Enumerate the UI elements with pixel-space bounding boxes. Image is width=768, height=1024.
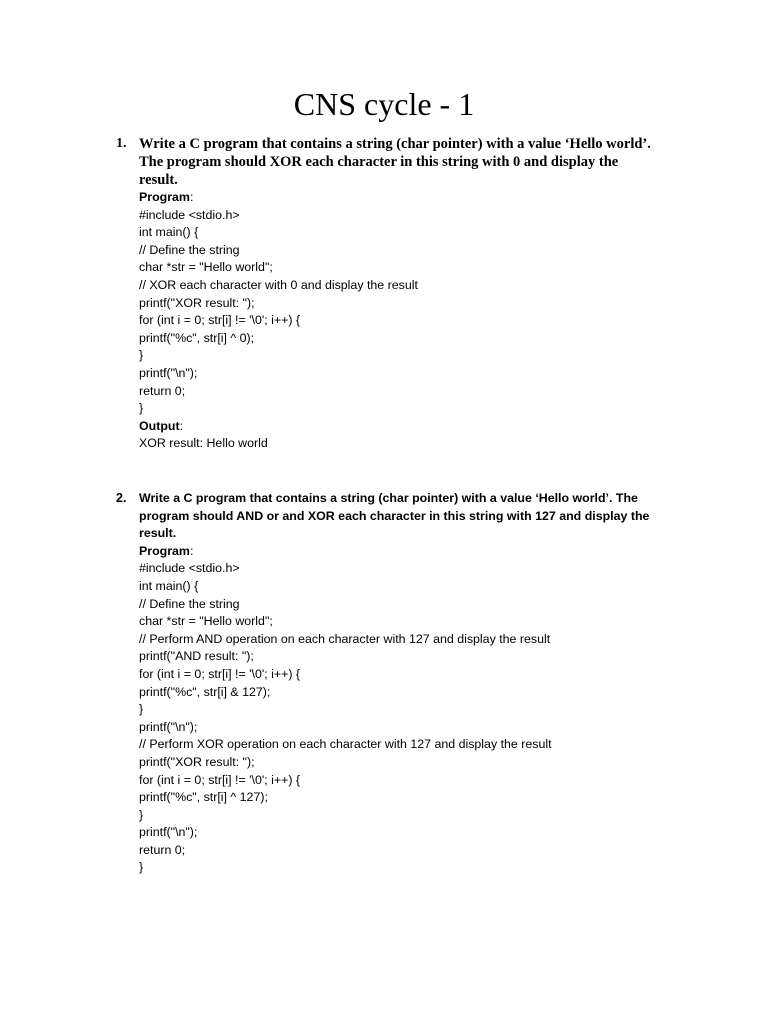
code-line: } [139, 401, 144, 416]
output-label-text: Output [139, 418, 180, 433]
code-block [139, 207, 659, 418]
code-line: return 0; [139, 383, 186, 398]
item-number: 2. [116, 491, 127, 505]
code-line: printf("\n"); [139, 365, 198, 380]
program-label-colon: : [189, 543, 194, 558]
code-line: printf("\n"); [139, 719, 198, 734]
code-block [139, 560, 659, 877]
output-text: XOR result: Hello world [139, 436, 268, 451]
code-line: printf("%c", str[i] ^ 0); [139, 330, 255, 345]
code-line: printf("XOR result: "); [139, 754, 255, 769]
code-line: int main() { [139, 578, 199, 593]
program-label-text: Program [139, 543, 190, 558]
code-line: } [139, 860, 144, 875]
code-line: // XOR each character with 0 and display the result [139, 277, 418, 292]
question-text: Write a C program that contains a string (char pointer) with a value ‘Hello world’. The program should XOR each character in this string with 0 and display the result. [139, 136, 651, 188]
code-line: for (int i = 0; str[i] != '\0'; i++) { [139, 772, 301, 787]
question-text: Write a C program that contains a string (char pointer) with a value ‘Hello world’. The program should AND or and XOR each character in this string with 127 and display the result. [139, 491, 650, 541]
output-label [139, 418, 659, 436]
program-label-text: Program [139, 190, 190, 204]
code-line: #include <stdio.h> [139, 207, 240, 222]
program-label [139, 189, 659, 207]
code-line: printf("XOR result: "); [139, 295, 255, 310]
code-line: for (int i = 0; str[i] != '\0'; i++) { [139, 666, 301, 681]
document-title: CNS cycle - 1 [293, 86, 475, 122]
program-label-colon: : [189, 190, 194, 204]
item-body [139, 135, 659, 453]
code-line: printf("\n"); [139, 825, 198, 840]
code-line: } [139, 348, 144, 363]
item-number: 1. [116, 136, 127, 151]
code-line: for (int i = 0; str[i] != '\0'; i++) { [139, 313, 301, 328]
code-line: printf("%c", str[i] ^ 127); [139, 790, 268, 805]
code-line: // Define the string [139, 242, 240, 257]
item-body [139, 490, 659, 877]
code-line: printf("AND result: "); [139, 649, 254, 664]
code-line: } [139, 807, 144, 822]
code-line: char *str = "Hello world"; [139, 614, 273, 629]
output-label-colon: : [179, 418, 184, 433]
program-label [139, 543, 659, 561]
code-line: // Perform AND operation on each character with 127 and display the result [139, 631, 551, 646]
code-line: // Define the string [139, 596, 240, 611]
code-line: int main() { [139, 225, 199, 240]
code-line: // Perform XOR operation on each character with 127 and display the result [139, 737, 552, 752]
code-line: return 0; [139, 842, 186, 857]
code-line: } [139, 702, 144, 717]
code-line: printf("%c", str[i] & 127); [139, 684, 271, 699]
code-line: char *str = "Hello world"; [139, 260, 273, 275]
code-line: #include <stdio.h> [139, 561, 240, 576]
